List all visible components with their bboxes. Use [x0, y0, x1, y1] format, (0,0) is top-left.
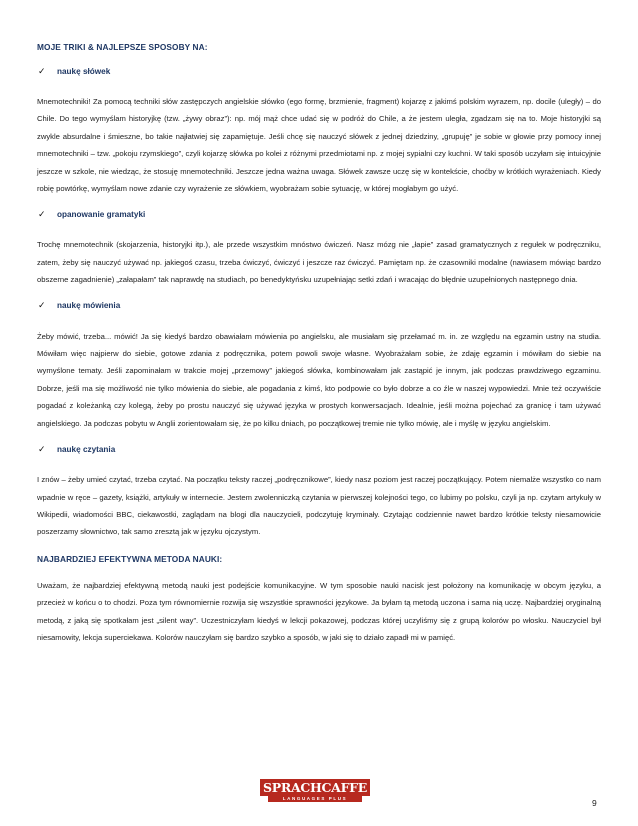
- page-number: 9: [592, 798, 597, 808]
- checkmark-icon: ✓: [38, 65, 46, 76]
- sprachcaffe-logo: [260, 779, 370, 802]
- bullet-reading: [38, 443, 601, 455]
- heading-main: MOJE TRIKI & NAJLEPSZE SPOSOBY NA:: [37, 42, 208, 52]
- checkmark-icon: ✓: [38, 208, 46, 219]
- paragraph-speaking: Żeby mówić, trzeba... mówić! Ja się kiedyś bardzo obawiałam mówienia po angielsku, ale musiałam się przełamać m. in. ze względu na egzamin ustny na studia. Mówiłam więc najpierw do siebie, gotowe zdania z podręcznika, potem powoli swoje własne. Wyobrażałam sobie, że zdaję egzamin i mówiłam do siebie na wymyślone tematy. Jeśli zapominałam w trakcie mojej „przemowy” jakiegoś słówka, kombinowałam jak zastąpić je innym, jak podczas prawdziwego egzaminu. Dobrze, jeśli ma się możliwość nie tylko mówienia do siebie, ale pogadania z kimś, kto podpowie co było dobrze a co źle w naszej wypowiedzi. Mnie też oczywiście pogadać z koleżanką czy kolegą, żeby po prostu nauczyć się używać języka w prostych konwersacjach. Idealnie, jeśli można pojechać za granicę i tam używać angielskiego. Ja podczas pobytu w Anglii zorientowałam się, że po kilku dniach, po początkowej tremie nie tylko mówię, ale i myślę w języku angielskim.: [37, 331, 601, 428]
- bullet-speaking: [38, 300, 601, 312]
- bullet-label: naukę czytania: [57, 444, 116, 454]
- paragraph-grammar: Trochę mnemotechnik (skojarzenia, historyjki itp.), ale przede wszystkim mnóstwo ćwiczeń. Nasz mózg nie „łapie” zasad gramatycznych z regułek w podręczniku, zatem, żeby się nauczyć używać np. jakiegoś czasu, trzeba ćwiczyć, ćwiczyć i jeszcze raz ćwiczyć. Pamiętam np. że czasowniki modalne (nawiasem mówiąc bardzo obszerne zagadnienie) „załapałam” tak naprawdę na studiach, po benedyktyńsku uzupełniając setki zdań i wracając do błędnie uzupełnionych następnego dnia.: [37, 240, 601, 285]
- checkmark-icon: ✓: [38, 300, 46, 311]
- bullet-label: opanowanie gramatyki: [57, 209, 146, 219]
- logo-tagline: LANGUAGES PLUS: [268, 796, 362, 802]
- checkmark-icon: ✓: [38, 443, 46, 454]
- bullet-label: naukę mówienia: [57, 301, 121, 311]
- logo-wordmark: SPRACHCAFFE: [260, 779, 370, 796]
- page-content: [37, 41, 601, 646]
- heading-method: NAJBARDZIEJ EFEKTYWNA METODA NAUKI:: [37, 553, 223, 564]
- paragraph-reading: I znów – żeby umieć czytać, trzeba czytać. Na początku teksty raczej „podręcznikowe”, kiedy nasz poziom jest raczej początkujący. Potem niemalże wszystko co nam wpadnie w ręce – gazety, książki, artykuły w internecie. Jestem zwolenniczką czytania w pierwszej kolejności tego, co lubimy po polsku, czyli ja np. czytam artykuły w Wikipedii, wiadomości BBC, ciekawostki, zaglądam na blogi dla nauczycieli, podczytuję kryminały. Czytając codziennie nawet bardzo krótkie teksty niesamowicie poszerzamy słownictwo, tak samo zresztą jak w języku ojczystym.: [37, 475, 601, 537]
- paragraph-method: Uważam, że najbardziej efektywną metodą nauki jest podejście komunikacyjne. W tym sposobie nauki nacisk jest położony na komunikację w obcym języku, a przecież w końcu o to chodzi. Poza tym równomiernie rozwija się wszystkie sprawności językowe. Ja byłam tą metodą uczona i sama nią uczę. Najbardziej oryginalną metodą, z jaką się spotkałam jest „silent way”. Uczestniczyłam kiedyś w lekcji pokazowej, podczas której uczyliśmy się z grupą kolorów po włosku. Nauczyciel był niesamowity, lekcja superciekawa. Kolorów nauczyłam się bardzo szybko a sposób, w jaki się to działo zapadł mi w pamięć.: [37, 580, 601, 642]
- bullet-label: naukę słówek: [57, 66, 111, 76]
- paragraph-vocabulary: Mnemotechniki! Za pomocą techniki słów zastępczych angielskie słówko (ego formę, brzmienie, fragment) kojarzę z jakimś polskim wyrazem, np. docile (uległy) – do Chile. Do tego wymyślam historyjkę (tzw. „żywy obraz”): np. mój mąż chce udać się w podróż do Chile, a że jestem uległa, zgadzam się na to. Moje historyjki są zwykle absurdalne i śmieszne, bo takie najłatwiej się zapamiętuje. Jeśli chcę się nauczyć słówek z jednej dziedziny, „grupuję” je sobie w głowie przy pomocy innej mnemotechniki – tzw. „pokoju rzymskiego”, czyli kojarzę słówka po kolei z różnymi przedmiotami np. z mojej sypialni czy kuchni. W taki sposób uczyłam się intuicyjnie jeszcze w szkole, nie wiedząc, że stosuję mnemotechniki. Jeszcze jedna ważna uwaga. Słówek zawsze uczę się w kontekście, choćby w krótkich wyrażeniach. Kiedy robię powtórkę, wymyślam nowe zdanie czy wyrażenie ze słówkiem, wyobrażam sobie sytuację, w której mogłabym go użyć.: [37, 97, 601, 194]
- bullet-vocabulary: [38, 65, 601, 77]
- bullet-grammar: [38, 208, 601, 220]
